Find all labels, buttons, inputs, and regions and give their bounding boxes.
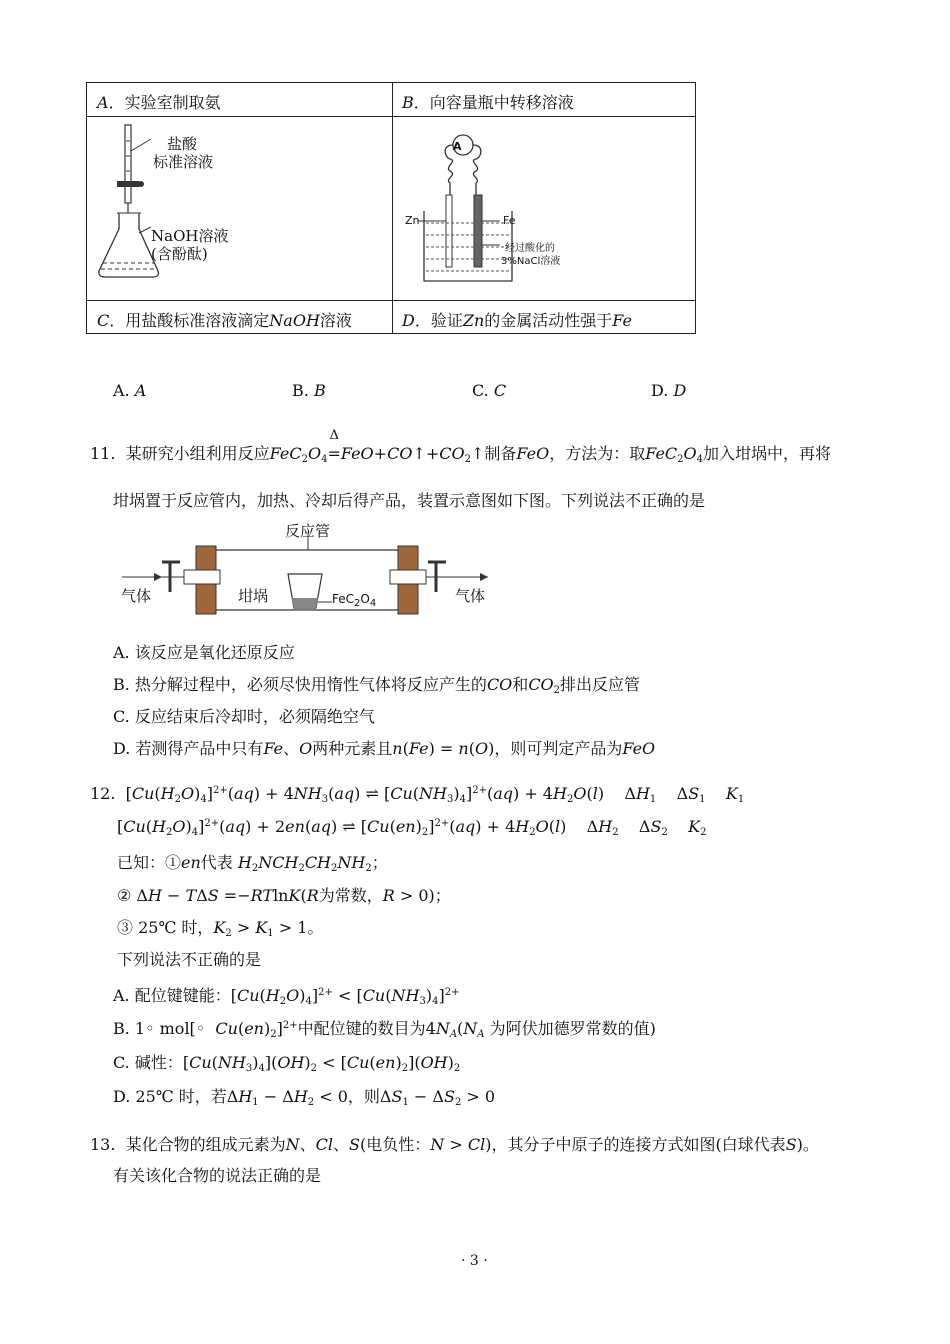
q12-known-1: 已知：①en代表 $H_2NCH_2CH_2NH_2$； <box>117 853 388 874</box>
q10-option-a[interactable]: A. A <box>113 381 147 400</box>
q12-ask: 下列说法不正确的是 <box>117 950 262 969</box>
fig-label-tube: 反应管 <box>285 522 331 540</box>
experiment-table <box>86 82 696 334</box>
fig-label-gas-in: 气体 <box>121 587 152 605</box>
fig-label-gas-out: 气体 <box>455 587 486 605</box>
q12-option-c[interactable]: C. 碱性：$[Cu(NH_3)_4](OH)_2 < [Cu(en)_2](OH)_2$ <box>113 1053 461 1074</box>
fe-electrode-label: Fe <box>503 214 516 227</box>
table-divider-vertical <box>392 83 393 333</box>
q10-option-c[interactable]: C. C <box>472 381 507 400</box>
fig-label-fec2o4: $FeC_2O_4$ <box>332 592 377 609</box>
titration-label-hcl: 盐酸 <box>167 135 198 153</box>
q11-number: 11. <box>90 444 116 463</box>
q13-number: 13. <box>90 1135 116 1154</box>
galvanic-cell-figure <box>402 123 602 295</box>
q11-option-c[interactable]: C. 反应结束后冷却时，必须隔绝空气 <box>113 707 375 726</box>
q11-option-b[interactable]: B. 热分解过程中，必须尽快用惰性气体将反应产生的CO和$CO_2$排出反应管 <box>113 675 641 696</box>
q12-known-2: ② ΔH − TΔS =−RTlnK(R为常数，R > 0)； <box>117 886 451 905</box>
q11-option-d[interactable]: D. 若测得产品中只有Fe、O两种元素且n(Fe) = n(O)，则可判定产品为FeO <box>113 739 656 758</box>
table-divider-top <box>87 116 695 117</box>
zn-electrode-label: Zn <box>405 214 420 227</box>
q12-option-d[interactable]: D. 25℃ 时，若$\Delta H_1 - \Delta H_2 < 0$，则$\Delta S_1 - \Delta S_2 > 0$ <box>113 1087 496 1108</box>
q12-equation-1: 12. $[Cu(H_2O)_4]^{2+}(aq) + 4NH_3(aq)$ ⇌ $[Cu(NH_3)_4]^{2+}(aq) + 4H_2O(l)$ $\Delta H_1$ $\Delta S_1$ $K_1$ <box>90 784 745 805</box>
q11-stem-line1: 11. 某研究小组利用反应$FeC_2O_4$ Δ $=FeO+CO↑+CO_2↑$制备FeO，方法为：取$FeC_2O_4$加入坩埚中，再将 <box>90 428 832 465</box>
q12-option-b[interactable]: B. 1◦ mol[◦ $Cu(en)_2]^{2+}$中配位键的数目为$4N_A(N_A$ 为阿伏加德罗常数的值) <box>113 1019 656 1040</box>
cell-d-caption: D．验证Zn的金属活动性强于Fe <box>402 311 632 330</box>
ammeter-label: A <box>453 140 462 153</box>
q13-stem-line2: 有关该化合物的说法正确的是 <box>113 1166 322 1185</box>
table-divider-bottom <box>87 300 695 301</box>
solution-label-2: 3%NaCl溶液 <box>501 256 561 267</box>
q13-stem-line1: 13. 某化合物的组成元素为N、Cl、S(电负性：N > Cl)，其分子中原子的连接方式如图(白球代表S)。 <box>90 1135 819 1154</box>
page-number: · 3 · <box>461 1253 488 1269</box>
titration-label-naoh: NaOH溶液 <box>151 227 229 245</box>
titration-label-indicator: (含酚酞) <box>151 245 208 263</box>
q12-option-a[interactable]: A. 配位键键能：$[Cu(H_2O)_4]^{2+} < [Cu(NH_3)_4]^{2+}$ <box>113 986 460 1007</box>
titration-label-standard: 标准溶液 <box>153 153 214 171</box>
solution-label-1: 经过酸化的 <box>505 243 555 254</box>
q10-option-b[interactable]: B. B <box>292 381 326 400</box>
q12-equation-2: $[Cu(H_2O)_4]^{2+}(aq) + 2en(aq)$ ⇌ $[Cu(en)_2]^{2+}(aq) + 4H_2O(l)$ $\Delta H_2$ $\Delta S_2$ $K_2$ <box>117 817 707 838</box>
cell-b-header: B．向容量瓶中转移溶液 <box>402 93 574 112</box>
q12-number: 12. <box>90 784 116 803</box>
q11-stem-line2: 坩埚置于反应管内，加热、冷却后得产品，装置示意图如下图。下列说法不正确的是 <box>113 491 706 510</box>
q10-option-d[interactable]: D. D <box>651 381 687 400</box>
cell-c-caption: C．用盐酸标准溶液滴定NaOH溶液 <box>97 311 352 330</box>
cell-a-header: A．实验室制取氨 <box>97 93 221 112</box>
q12-known-3: ③ 25℃ 时，$K_2 > K_1 > 1$。 <box>117 918 324 939</box>
q11-option-a[interactable]: A. 该反应是氧化还原反应 <box>113 643 295 662</box>
fig-label-crucible: 坩埚 <box>238 587 269 605</box>
